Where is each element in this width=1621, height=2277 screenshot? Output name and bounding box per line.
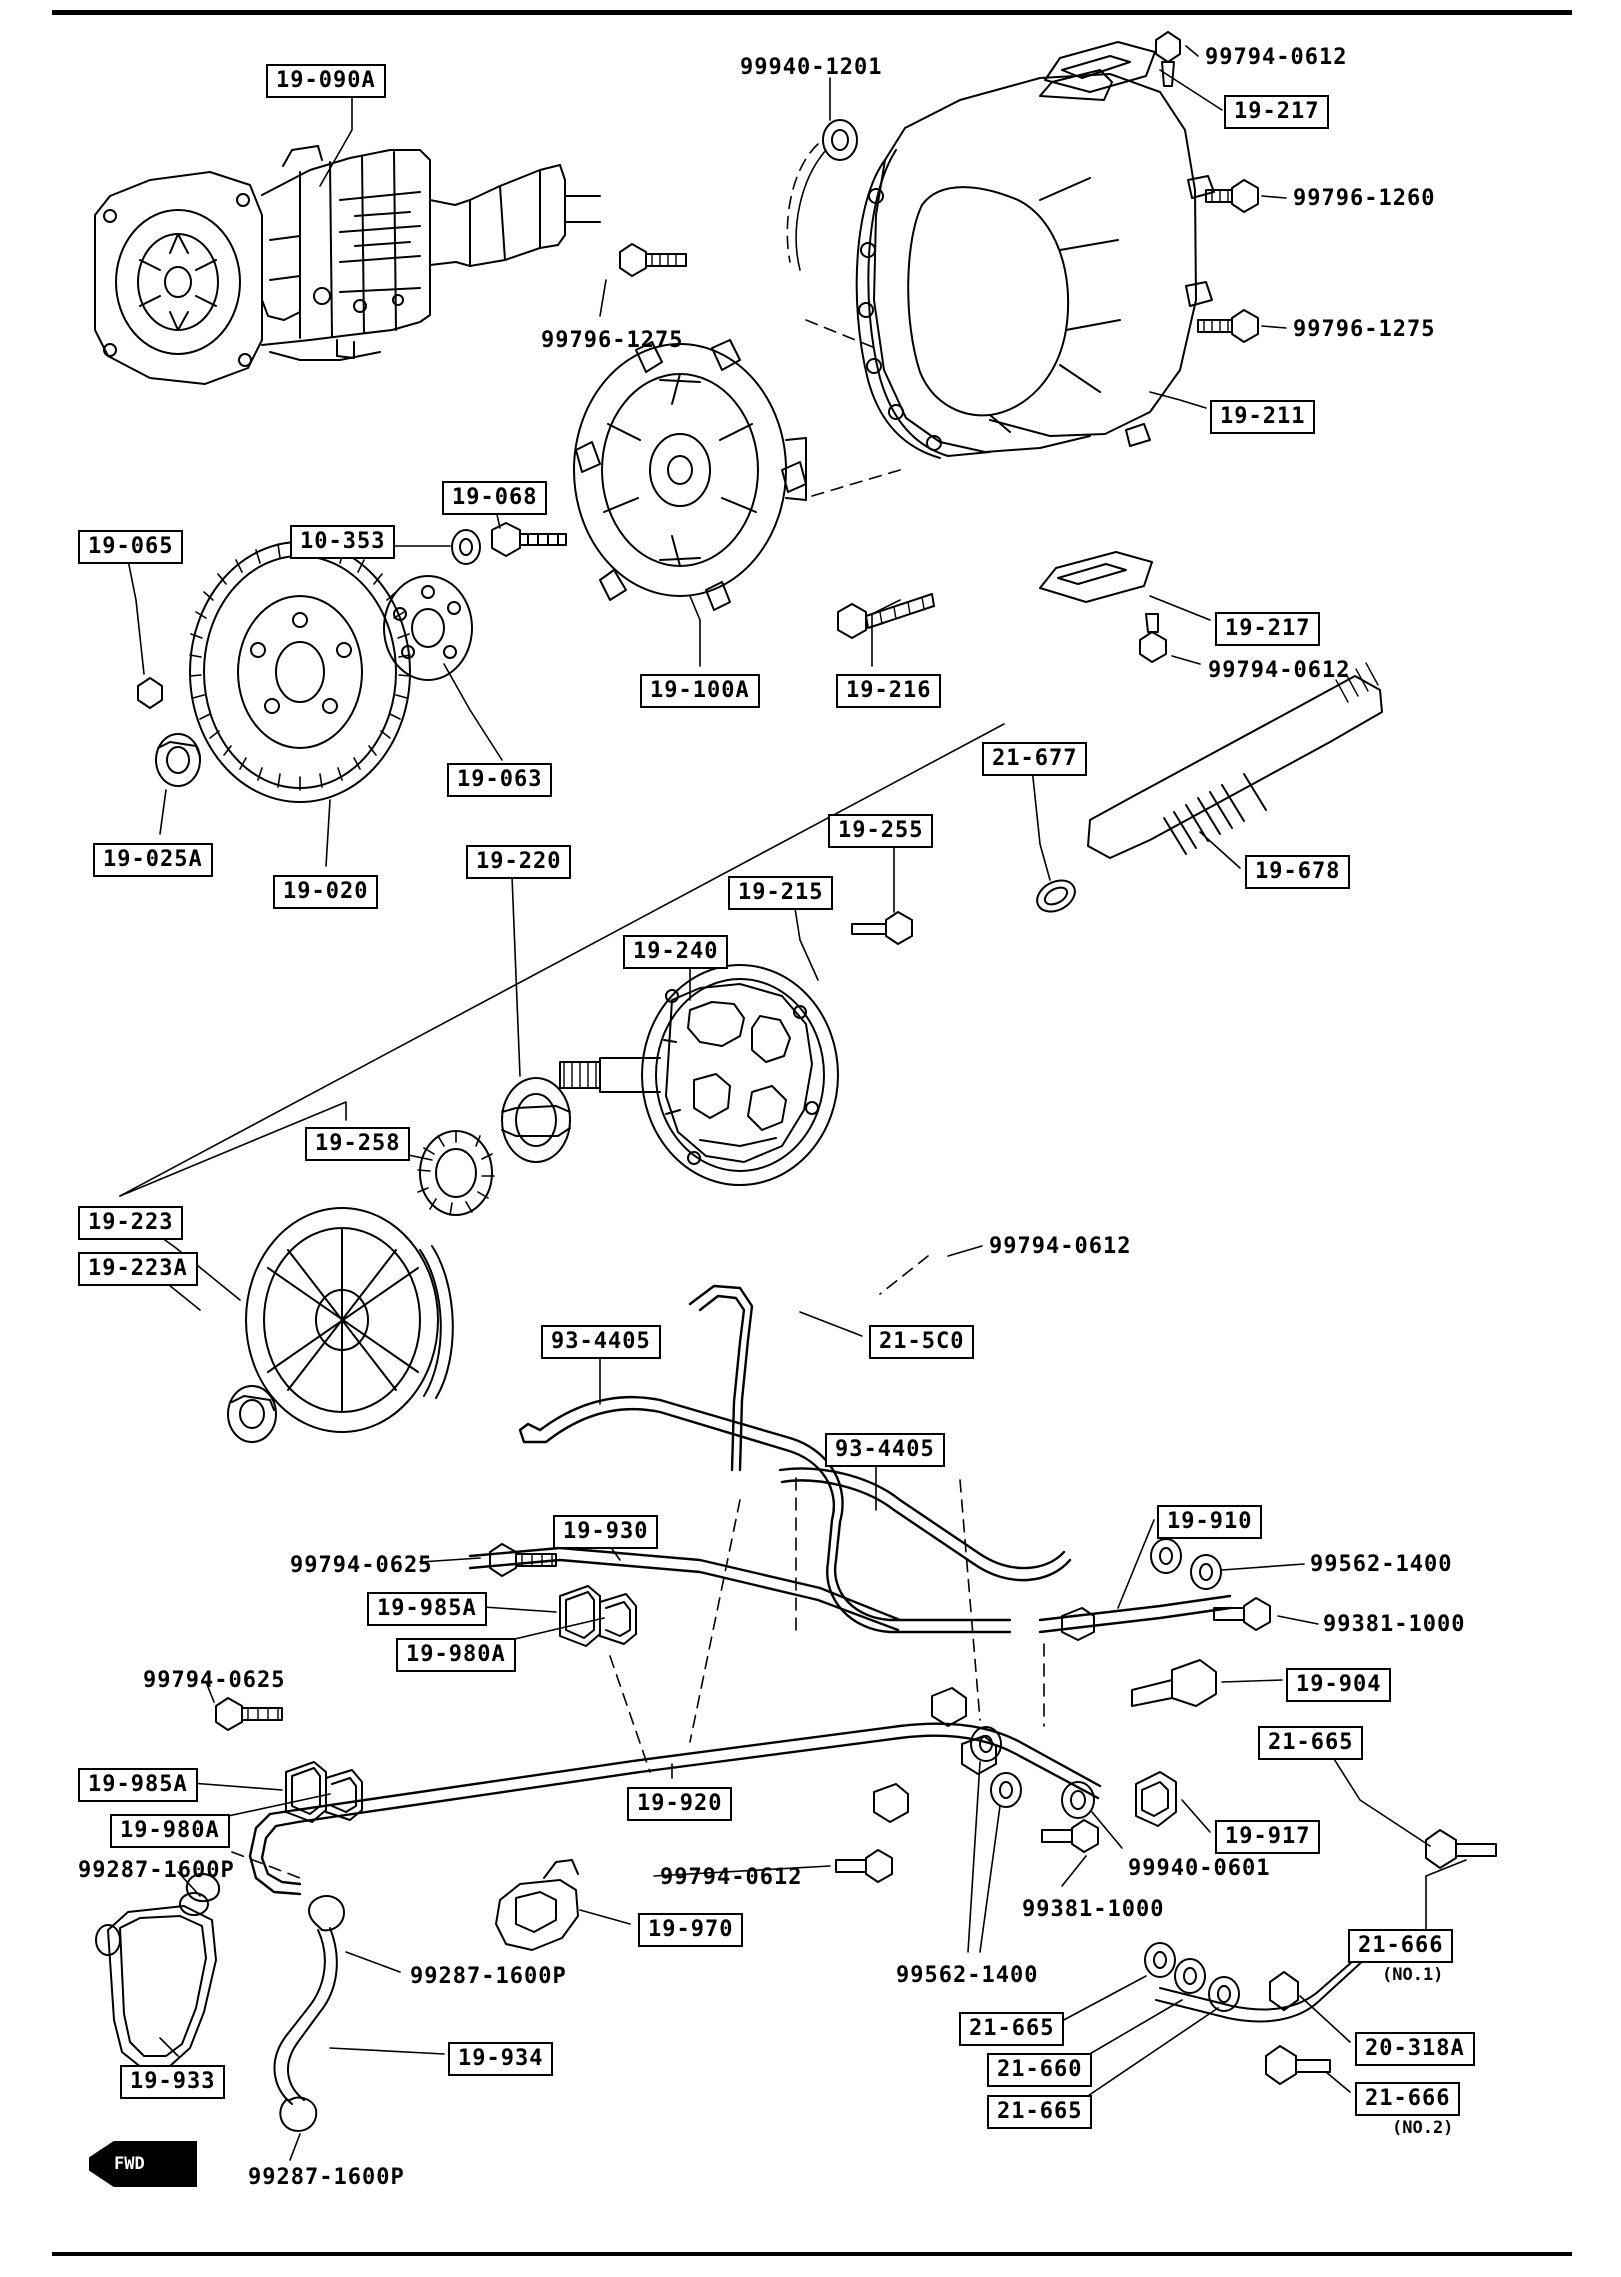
torque-converter-art xyxy=(574,340,806,610)
callout-19-985A-mid[interactable]: 19-985A xyxy=(367,1592,487,1626)
callout-19-217-bottom[interactable]: 19-217 xyxy=(1215,612,1320,646)
callout-19-970[interactable]: 19-970 xyxy=(638,1913,743,1947)
oil-cooler-pipes-art xyxy=(250,1286,1230,1894)
callout-21-5C0[interactable]: 21-5C0 xyxy=(869,1325,974,1359)
callout-19-255[interactable]: 19-255 xyxy=(828,814,933,848)
callout-20-318A[interactable]: 20-318A xyxy=(1355,2032,1475,2066)
callout-21-677[interactable]: 21-677 xyxy=(982,742,1087,776)
callout-19-904[interactable]: 19-904 xyxy=(1286,1668,1391,1702)
callout-93-4405-upper[interactable]: 93-4405 xyxy=(541,1325,661,1359)
drive-plate-art xyxy=(138,523,566,802)
callout-21-665-center[interactable]: 21-665 xyxy=(959,2012,1064,2046)
callout-19-258[interactable]: 19-258 xyxy=(305,1127,410,1161)
callout-99794-0612-bottom[interactable]: 99794-0612 xyxy=(1208,658,1351,683)
callout-19-223A[interactable]: 19-223A xyxy=(78,1252,198,1286)
callout-19-063[interactable]: 19-063 xyxy=(447,763,552,797)
callout-19-930[interactable]: 19-930 xyxy=(553,1515,658,1549)
callout-99794-0612-pipe[interactable]: 99794-0612 xyxy=(989,1234,1132,1259)
page-top-rule xyxy=(52,10,1572,15)
callout-93-4405-lower[interactable]: 93-4405 xyxy=(825,1433,945,1467)
callout-19-678[interactable]: 19-678 xyxy=(1245,855,1350,889)
callout-19-020[interactable]: 19-020 xyxy=(273,875,378,909)
callout-19-100A[interactable]: 19-100A xyxy=(640,674,760,708)
callout-21-660[interactable]: 21-660 xyxy=(987,2053,1092,2087)
transmission-assembly-art xyxy=(95,146,600,384)
callout-21-666-no1-sub: (NO.1) xyxy=(1382,1965,1444,1985)
fwd-label: FWD xyxy=(114,2154,145,2174)
callout-19-090A[interactable]: 19-090A xyxy=(266,64,386,98)
callout-21-666-no2-sub: (NO.2) xyxy=(1392,2118,1454,2138)
callout-21-666-no1[interactable]: 21-666 xyxy=(1348,1929,1453,1963)
callout-19-217-top[interactable]: 19-217 xyxy=(1224,95,1329,129)
callout-99794-0625-left[interactable]: 99794-0625 xyxy=(143,1668,286,1693)
callout-19-980A-mid[interactable]: 19-980A xyxy=(396,1638,516,1672)
callout-99794-0612-lower[interactable]: 99794-0612 xyxy=(660,1865,803,1890)
callout-19-917[interactable]: 19-917 xyxy=(1215,1820,1320,1854)
callout-99287-1600P-mid[interactable]: 99287-1600P xyxy=(410,1964,567,1989)
callout-99381-1000-upper[interactable]: 99381-1000 xyxy=(1323,1612,1466,1637)
page-bottom-rule xyxy=(52,2252,1572,2256)
callout-99287-1600P-bottom[interactable]: 99287-1600P xyxy=(248,2165,405,2190)
fwd-direction-marker xyxy=(88,2140,208,2196)
callout-99562-1400-lower[interactable]: 99562-1400 xyxy=(896,1963,1039,1988)
callout-99796-1275-right[interactable]: 99796-1275 xyxy=(1293,317,1436,342)
callout-19-223[interactable]: 19-223 xyxy=(78,1206,183,1240)
callout-99794-0612-top[interactable]: 99794-0612 xyxy=(1205,45,1348,70)
pipe-tabs-art xyxy=(874,1608,1094,1822)
callout-19-934[interactable]: 19-934 xyxy=(448,2042,553,2076)
long-bolt-art xyxy=(838,594,934,638)
callout-21-665-right[interactable]: 21-665 xyxy=(1258,1726,1363,1760)
callout-21-666-no2[interactable]: 21-666 xyxy=(1355,2082,1460,2116)
callout-19-065[interactable]: 19-065 xyxy=(78,530,183,564)
rear-drum-art xyxy=(228,1208,453,1442)
callout-99562-1400-upper[interactable]: 99562-1400 xyxy=(1310,1552,1453,1577)
callout-19-980A-left[interactable]: 19-980A xyxy=(110,1814,230,1848)
callout-19-240[interactable]: 19-240 xyxy=(623,935,728,969)
callout-19-220[interactable]: 19-220 xyxy=(466,845,571,879)
callout-99940-1201[interactable]: 99940-1201 xyxy=(740,55,883,80)
callout-19-933[interactable]: 19-933 xyxy=(120,2065,225,2099)
callout-19-216[interactable]: 19-216 xyxy=(836,674,941,708)
callout-99796-1275-left[interactable]: 99796-1275 xyxy=(541,328,684,353)
callout-19-211[interactable]: 19-211 xyxy=(1210,400,1315,434)
converter-housing-art xyxy=(857,42,1214,458)
callout-19-215[interactable]: 19-215 xyxy=(728,876,833,910)
callout-21-665-lower[interactable]: 21-665 xyxy=(987,2095,1092,2129)
callout-99794-0625-mid[interactable]: 99794-0625 xyxy=(290,1553,433,1578)
alignment-dashes xyxy=(232,144,1044,1878)
callout-19-025A[interactable]: 19-025A xyxy=(93,843,213,877)
callout-99287-1600P-left[interactable]: 99287-1600P xyxy=(78,1858,235,1883)
callout-19-920[interactable]: 19-920 xyxy=(627,1787,732,1821)
callout-99940-0601[interactable]: 99940-0601 xyxy=(1128,1856,1271,1881)
callout-10-353[interactable]: 10-353 xyxy=(290,525,395,559)
callout-19-068[interactable]: 19-068 xyxy=(442,481,547,515)
callout-99381-1000-lower[interactable]: 99381-1000 xyxy=(1022,1897,1165,1922)
callout-19-985A-left[interactable]: 19-985A xyxy=(78,1768,198,1802)
callout-99796-1260[interactable]: 99796-1260 xyxy=(1293,186,1436,211)
callout-19-910[interactable]: 19-910 xyxy=(1157,1505,1262,1539)
fasteners-art xyxy=(620,32,1258,662)
